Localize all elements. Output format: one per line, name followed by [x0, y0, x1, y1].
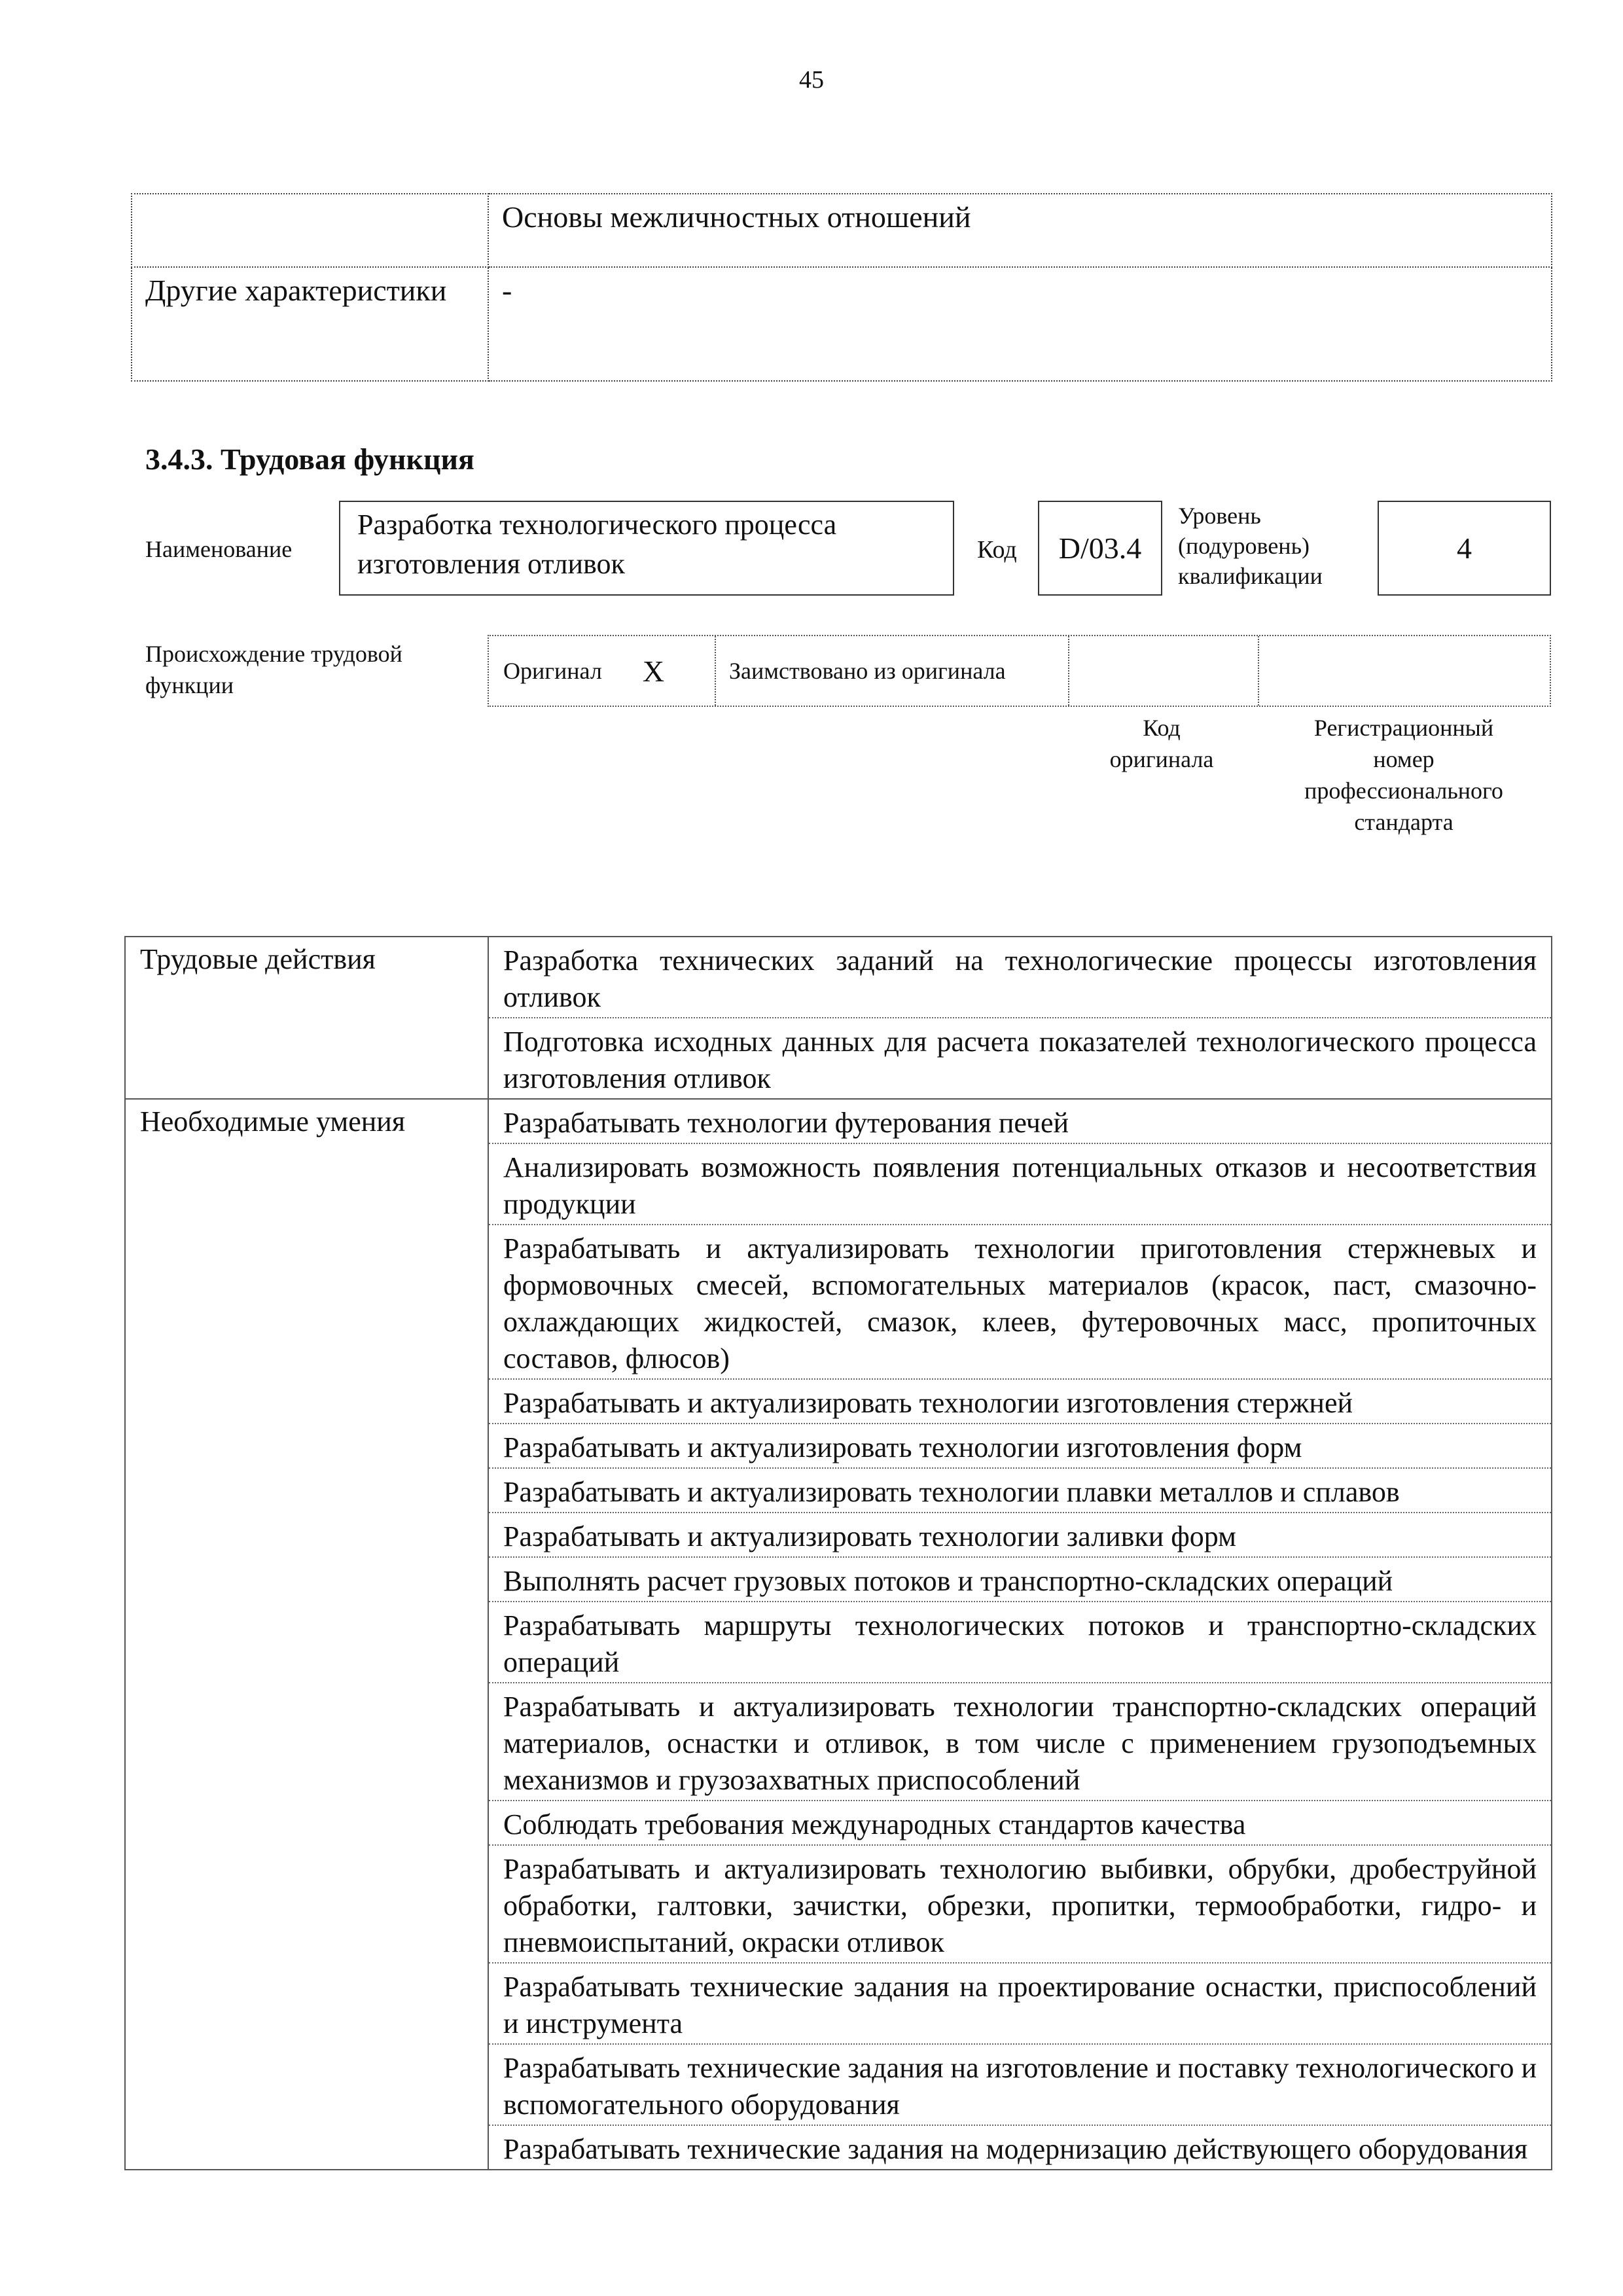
skills-list — [488, 1099, 1552, 2170]
level-label-line: Уровень — [1178, 503, 1261, 529]
caption-line: стандарта — [1354, 809, 1454, 835]
value-cell: Основы межличностных отношений — [488, 194, 1552, 267]
list-item: Разрабатывать и актуализировать технологию выбивки, обрубки, дробеструйной обработки, галтовки, зачистки, обрезки, пропитки, термообработки, гидро- и пневмоиспытаний, окраски отливок — [489, 1846, 1551, 1964]
actions-list — [488, 937, 1552, 1099]
table-row — [125, 937, 1552, 1099]
qualification-level-label — [1178, 501, 1323, 591]
list-item: Разрабатывать технические задания на изготовление и поставку технологического и вспомогательного оборудования — [489, 2045, 1551, 2126]
original-code-caption — [1067, 712, 1257, 775]
list-item: Разрабатывать и актуализировать технологии приготовления стержневых и формовочных смесей, вспомогательных материалов (красок, паст, смазочно-охлаждающих жидкостей, смазок, клеев, футеровочных масс, пропиточных составов, флюсов) — [489, 1225, 1551, 1380]
level-label-line: (подуровень) — [1178, 533, 1310, 559]
code-label: Код — [977, 536, 1017, 564]
table-row — [125, 1099, 1552, 2170]
name-value: Разработка технологического процесса изготовления отливок — [339, 501, 954, 596]
qualification-level-value: 4 — [1378, 501, 1551, 596]
list-item: Подготовка исходных данных для расчета показателей технологического процесса изготовления отливок — [503, 1026, 1537, 1094]
labor-function-table — [124, 936, 1552, 2170]
list-item: Разрабатывать технические задания на проектирование оснастки, приспособлений и инструмента — [489, 1964, 1551, 2045]
list-item: Разработка технических заданий на технологические процессы изготовления отливок — [489, 937, 1551, 1018]
origin-row — [488, 635, 1551, 707]
section-title: 3.4.3. Трудовая функция — [145, 442, 474, 476]
previous-section-table — [131, 193, 1552, 382]
list-item: Соблюдать требования международных стандартов качества — [489, 1801, 1551, 1846]
original-code-cell — [1068, 636, 1258, 706]
list-item: Разрабатывать и актуализировать технологии изготовления форм — [489, 1424, 1551, 1469]
borrowed-label: Заимствовано из оригинала — [729, 658, 1006, 684]
registration-number-cell — [1258, 636, 1551, 706]
caption-line: Регистрационный — [1313, 715, 1494, 741]
label-cell — [132, 194, 488, 267]
actions-label: Трудовые действия — [125, 937, 488, 1099]
list-item: Разрабатывать и актуализировать технологии изготовления стержней — [489, 1380, 1551, 1424]
name-label: Наименование — [145, 536, 293, 562]
original-mark: X — [642, 654, 665, 688]
caption-line: оригинала — [1109, 746, 1214, 772]
code-value: D/03.4 — [1038, 501, 1162, 596]
list-item: Разрабатывать и актуализировать технологии транспортно-складских операций материалов, оснастки и отливок, в том числе с применением грузоподъемных механизмов и грузозахватных приспособлений — [489, 1683, 1551, 1801]
registration-number-caption — [1257, 712, 1551, 838]
list-item: Разрабатывать и актуализировать технологии заливки форм — [489, 1513, 1551, 1558]
level-label-line: квалификации — [1178, 563, 1323, 589]
borrowed-cell — [715, 636, 1068, 706]
caption-line: профессионального — [1304, 778, 1503, 804]
origin-label-line: Происхождение трудовой — [145, 641, 402, 667]
origin-label — [145, 638, 402, 701]
page-number: 45 — [799, 66, 824, 94]
table-row — [132, 267, 1552, 381]
list-item: Разрабатывать технические задания на модернизацию действующего оборудования — [503, 2133, 1528, 2165]
label-cell: Другие характеристики — [132, 267, 488, 381]
caption-line: Код — [1143, 715, 1181, 741]
list-item: Анализировать возможность появления потенциальных отказов и несоответствия продукции — [489, 1144, 1551, 1225]
skills-label: Необходимые умения — [125, 1099, 488, 2170]
list-item: Выполнять расчет грузовых потоков и транспортно-складских операций — [489, 1558, 1551, 1602]
list-item: Разрабатывать и актуализировать технологии плавки металлов и сплавов — [489, 1469, 1551, 1513]
origin-label-line: функции — [145, 672, 234, 698]
caption-line: номер — [1373, 746, 1435, 772]
original-label: Оригинал — [503, 658, 602, 684]
list-item: Разрабатывать технологии футерования печей — [489, 1100, 1551, 1144]
value-cell: - — [488, 267, 1552, 381]
list-item: Разрабатывать маршруты технологических потоков и транспортно-складских операций — [489, 1602, 1551, 1683]
table-row — [132, 194, 1552, 267]
original-cell — [489, 636, 715, 706]
